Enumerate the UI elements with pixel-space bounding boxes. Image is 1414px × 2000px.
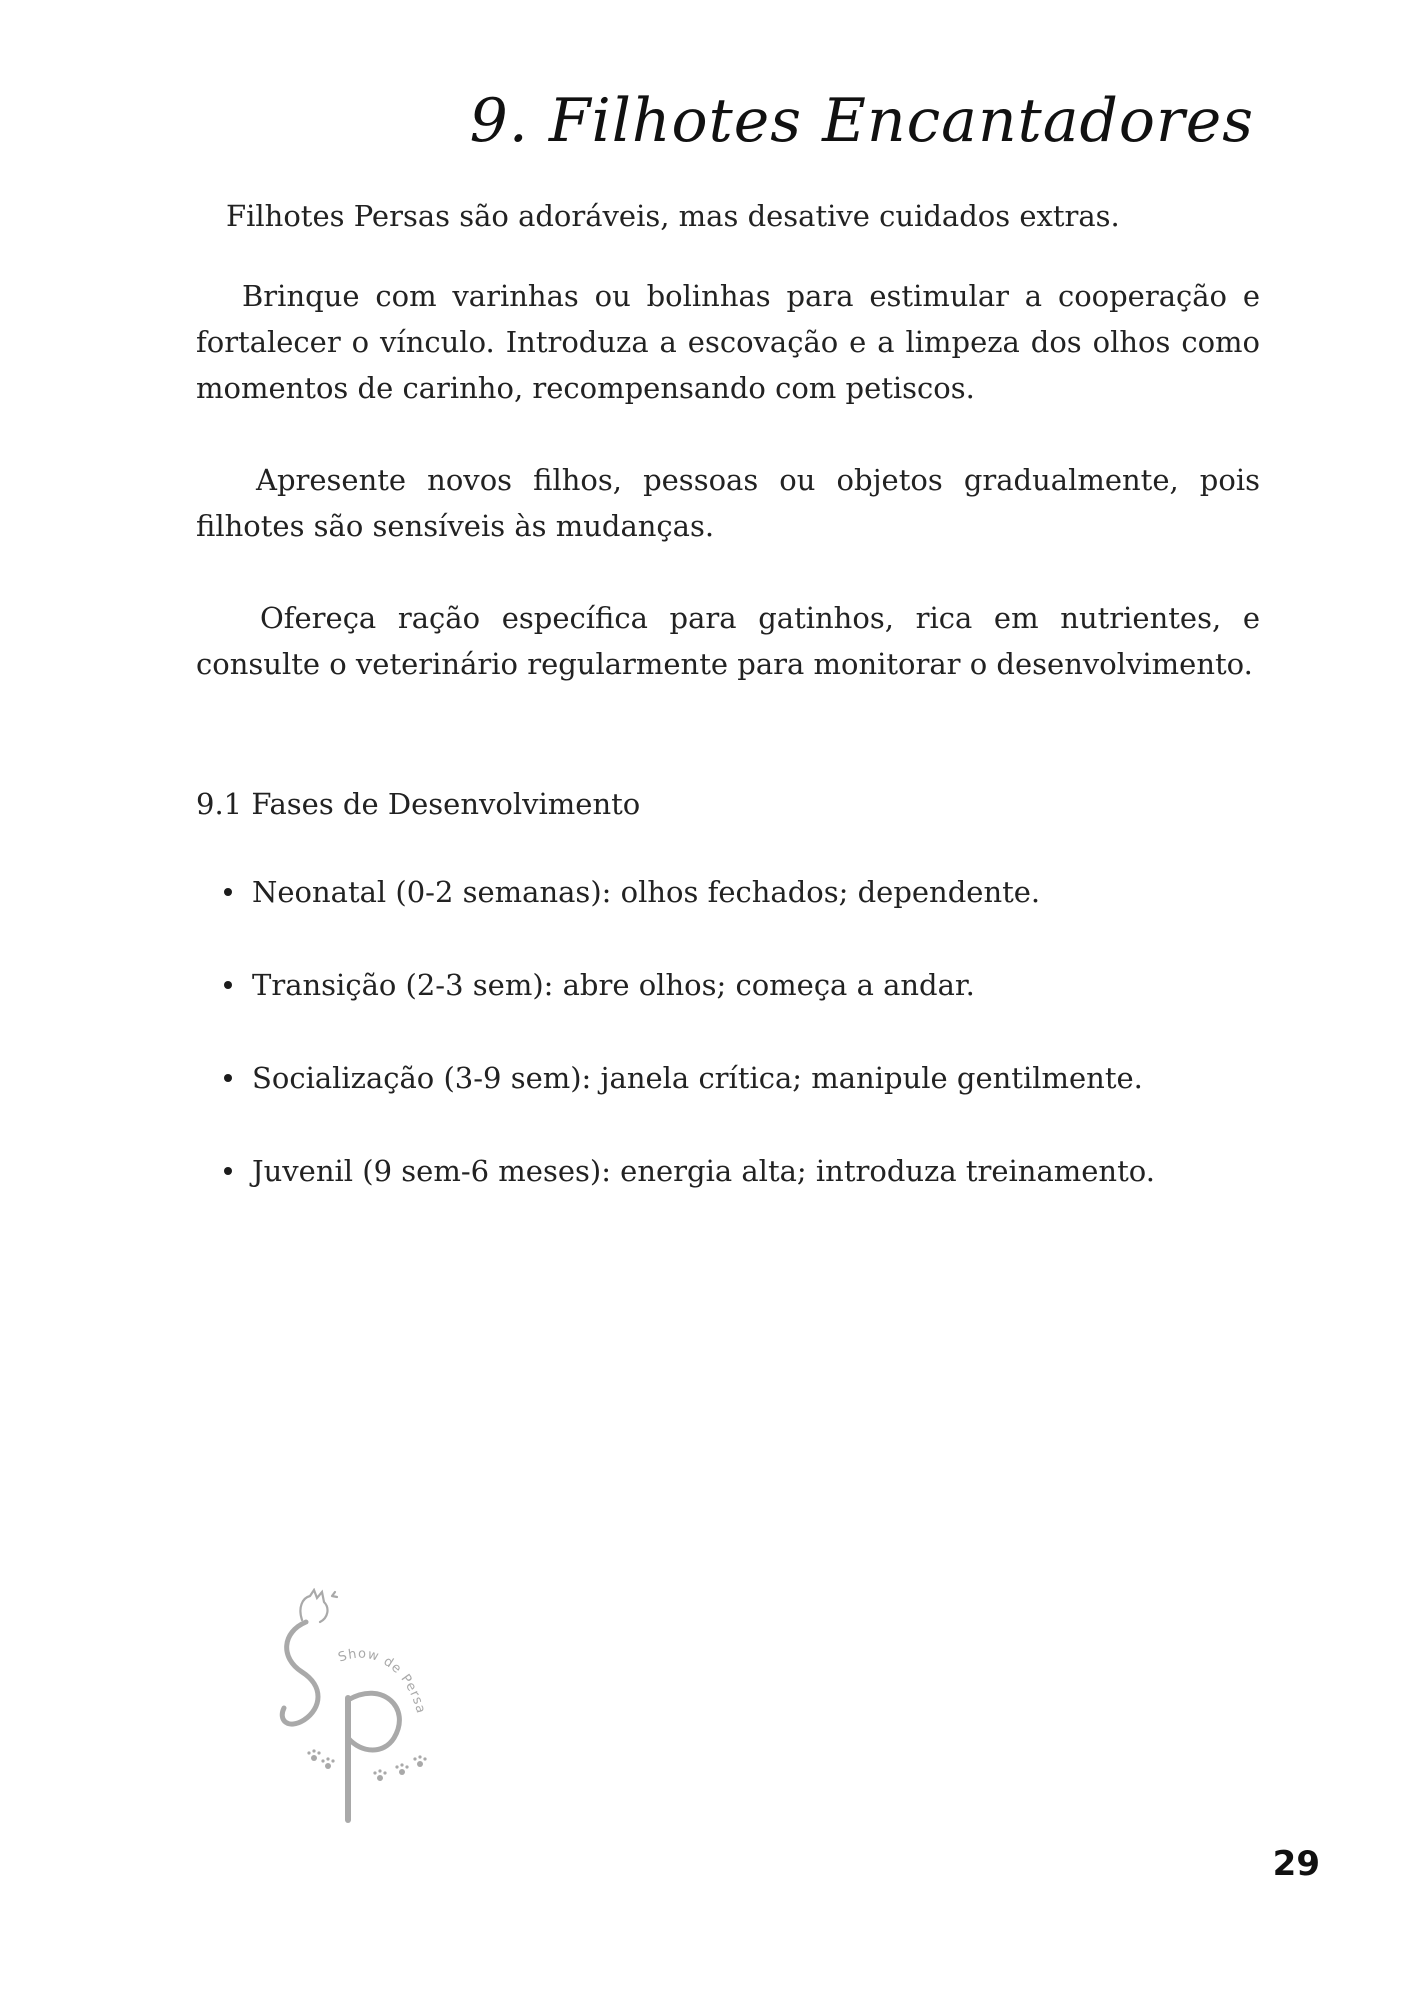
development-phases-list xyxy=(196,869,1260,1194)
show-de-persa-logo-icon xyxy=(262,1588,452,1828)
logo-text: Show de Persa xyxy=(336,1646,429,1716)
phase-text: Juvenil (9 sem-6 meses): energia alta; introduza treinamento. xyxy=(252,1154,1155,1188)
list-item xyxy=(224,1055,1260,1101)
list-item xyxy=(224,962,1260,1008)
paragraph-introduce: Apresente novos filhos, pessoas ou objetos gradualmente, pois filhotes são sensíveis às mudanças. xyxy=(196,463,1260,543)
phase-text: Neonatal (0-2 semanas): olhos fechados; dependente. xyxy=(252,875,1041,909)
phase-text: Socialização (3-9 sem): janela crítica; manipule gentilmente. xyxy=(252,1061,1143,1095)
page-content xyxy=(196,193,1260,1241)
bullet-icon xyxy=(224,981,232,989)
page-number: 29 xyxy=(1272,1844,1320,1884)
paragraph-nutrition: Ofereça ração específica para gatinhos, rica em nutrientes, e consulte o veterinário regularmente para monitorar o desenvolvimento. xyxy=(196,601,1260,681)
bullet-icon xyxy=(224,888,232,896)
section-heading: 9.1 Fases de Desenvolvimento xyxy=(196,787,641,821)
list-item xyxy=(224,869,1260,915)
bullet-icon xyxy=(224,1167,232,1175)
bullet-icon xyxy=(224,1074,232,1082)
phase-text: Transição (2-3 sem): abre olhos; começa a andar. xyxy=(252,968,975,1002)
chapter-title: 9. Filhotes Encantadores xyxy=(469,86,1254,156)
list-item xyxy=(224,1148,1260,1194)
paragraph-play: Brinque com varinhas ou bolinhas para estimular a cooperação e fortalecer o vínculo. Introduza a escovação e a limpeza dos olhos como momentos de carinho, recompensando com petiscos. xyxy=(196,279,1260,405)
intro-paragraph: Filhotes Persas são adoráveis, mas desative cuidados extras. xyxy=(226,199,1120,233)
